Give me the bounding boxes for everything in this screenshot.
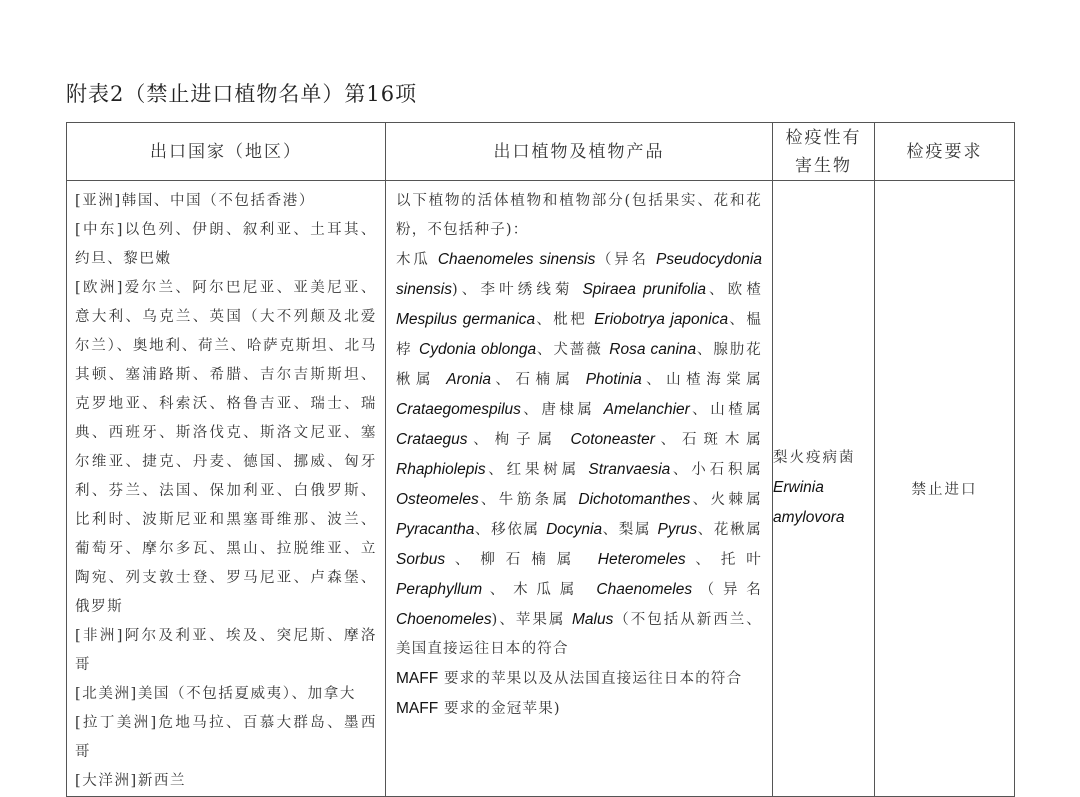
separator: 、: [728, 312, 747, 328]
plant-cn-name: 梨属: [618, 522, 658, 538]
prohibited-plants-table: [66, 122, 1015, 797]
separator: 、: [482, 582, 514, 598]
plant-cn-name: 花楸属: [713, 522, 762, 538]
plant-sci-name: Cotoneaster: [570, 431, 655, 448]
plant-cn-name: 红果树属: [506, 462, 589, 478]
plant-item: [553, 312, 746, 328]
plant-sci-name: Dichotomanthes: [578, 491, 691, 508]
separator: 、: [641, 372, 667, 388]
malus-exclusion-1: （不包括从新西兰、美国直接运往日本的符合: [396, 612, 762, 657]
separator: 、: [689, 402, 711, 418]
pest-species: amylovora: [773, 509, 845, 526]
header-products: 出口植物及植物产品: [386, 123, 773, 181]
plant-sci-name: Rosa canina: [609, 341, 697, 358]
region-oceania: [大洋洲]新西兰: [75, 773, 187, 789]
region-middle-east: [中东]以色列、伊朗、叙利亚、土耳其、约旦、黎巴嫩: [75, 222, 377, 267]
malus-exclusion-2: 要求的苹果以及从法国直接运往日本的符合: [438, 671, 743, 687]
separator: 、: [491, 372, 516, 388]
plant-cn-name: 唐棣属: [541, 402, 604, 418]
plant-cn-name: 山楂海棠属: [666, 372, 762, 388]
countries-cell: [67, 181, 386, 797]
page-title: 附表2（禁止进口植物名单）第16项: [66, 82, 418, 106]
plant-cn-name: 牛筋条属: [498, 492, 579, 508]
plant-sci-name: Cydonia oblonga: [419, 341, 537, 358]
plant-cn-name: 苹果属: [515, 612, 573, 628]
plant-cn-name: 李叶绣线菊: [480, 282, 583, 298]
plant-sci-name: Amelanchier: [603, 401, 690, 418]
synonym-sci-name: Choenomeles: [396, 611, 492, 628]
plant-sci-name: Spiraea prunifolia: [582, 281, 707, 298]
plant-sci-name: Peraphyllum: [396, 581, 483, 598]
maff-label-2: MAFF: [396, 700, 439, 717]
plant-sci-name: Rhaphiolepis: [396, 461, 486, 478]
plant-sci-name: Stranvaesia: [588, 461, 671, 478]
plant-item: [507, 462, 692, 478]
plant-item: [516, 612, 614, 628]
products-cell: [386, 181, 773, 797]
plant-item: [553, 342, 713, 358]
synonym-suffix: ): [452, 282, 459, 298]
plant-cn-name: 木瓜属: [513, 582, 597, 598]
plant-item: [619, 522, 714, 538]
separator: 、: [485, 462, 507, 478]
plant-cn-name: 柳石楠属: [480, 552, 598, 568]
separator: 、: [536, 342, 554, 358]
plant-cn-name: 火棘属: [710, 492, 762, 508]
products-intro: 以下植物的活体植物和植物部分(包括果实、花和花粉，不包括种子)：: [396, 193, 762, 238]
header-pest-line1: 检疫性有: [785, 127, 862, 148]
plant-sci-name: Chaenomeles sinensis: [437, 251, 596, 268]
products-text: [386, 181, 772, 724]
plant-cn-name: 腺肋花楸属: [396, 342, 762, 388]
plant-list: [396, 252, 762, 628]
pest-cell: [773, 181, 875, 797]
plant-sci-name: Pyracantha: [396, 521, 475, 538]
separator: 、: [498, 612, 516, 628]
plant-item: [480, 552, 721, 568]
plant-sci-name: Sorbus: [396, 551, 446, 568]
plant-cn-name: 栒子属: [494, 432, 571, 448]
region-europe: [欧洲]爱尔兰、阿尔巴尼亚、亚美尼亚、意大利、乌克兰、英国（大不列颠及北爱尔兰）、奥地利、荷兰、哈萨克斯坦、北马其顿、塞浦路斯、希腊、吉尔吉斯斯坦、克罗地亚、科索沃、格鲁吉亚、瑞士、瑞典、西班牙、斯洛伐克、斯洛文尼亚、塞尔维亚、捷克、丹麦、德国、挪威、匈牙利、芬兰、法国、保加利亚、白俄罗斯、比利时、波斯尼亚和黑塞哥维那、波兰、葡萄牙、摩尔多瓦、黑山、拉脱维亚、立陶宛、列支敦士登、罗马尼亚、卢森堡、俄罗斯: [75, 280, 377, 615]
plant-cn-name: 榅桲: [396, 312, 763, 358]
plant-item: [491, 522, 619, 538]
plant-sci-name: Eriobotrya japonica: [594, 311, 729, 328]
plant-sci-name: Heteromeles: [597, 551, 686, 568]
header-pest: [773, 123, 875, 181]
requirement-cell: 禁止进口: [875, 181, 1015, 797]
separator: 、: [697, 522, 714, 538]
plant-sci-name: Chaenomeles: [596, 581, 693, 598]
pest-genus: Erwinia: [773, 479, 824, 496]
plant-sci-name: Docynia: [546, 521, 603, 538]
plant-cn-name: 欧楂: [727, 282, 763, 298]
separator: 、: [458, 282, 481, 298]
plant-item: [541, 402, 710, 418]
separator: 、: [602, 522, 619, 538]
synonym-prefix: （异名: [692, 582, 762, 598]
region-africa: [非洲]阿尔及利亚、埃及、突尼斯、摩洛哥: [75, 628, 377, 673]
plant-sci-name: Malus: [572, 611, 614, 628]
synonym-sci-name: Pseudocydonia sinensis: [396, 251, 762, 298]
plant-cn-name: 枇杷: [553, 312, 595, 328]
plant-sci-name: Photinia: [585, 371, 642, 388]
region-asia: [亚洲]韩国、中国（不包括香港）: [75, 193, 315, 209]
table-row: [67, 181, 1015, 797]
header-countries: 出口国家（地区）: [67, 123, 386, 181]
plant-item: [515, 372, 666, 388]
plant-cn-name: 石斑木属: [682, 432, 762, 448]
plant-cn-name: 托叶: [720, 552, 763, 568]
plant-cn-name: 石楠属: [515, 372, 586, 388]
synonym-prefix: （异名: [595, 252, 656, 268]
separator: 、: [520, 402, 542, 418]
plant-sci-name: Pyrus: [657, 521, 698, 538]
header-pest-line2: 害生物: [795, 155, 852, 176]
plant-sci-name: Mespilus germanica: [396, 311, 536, 328]
table-header-row: [67, 123, 1015, 181]
region-latin-america: [拉丁美洲]危地马拉、百慕大群岛、墨西哥: [75, 715, 377, 760]
plant-cn-name: 山楂属: [710, 402, 762, 418]
plant-sci-name: Aronia: [446, 371, 492, 388]
separator: 、: [690, 492, 711, 508]
plant-sci-name: Crataegomespilus: [396, 401, 521, 418]
plant-item: [499, 492, 711, 508]
plant-cn-name: 小石积属: [691, 462, 762, 478]
separator: 、: [474, 522, 492, 538]
header-requirement: 检疫要求: [875, 123, 1015, 181]
plant-sci-name: Crataegus: [396, 431, 468, 448]
separator: 、: [706, 282, 728, 298]
synonym-suffix: ): [491, 612, 499, 628]
maff-label-1: MAFF: [396, 670, 439, 687]
separator: 、: [696, 342, 714, 358]
plant-cn-name: 犬蔷薇: [553, 342, 610, 358]
separator: 、: [670, 462, 692, 478]
separator: 、: [478, 492, 499, 508]
plant-cn-name: 木瓜: [396, 252, 438, 268]
separator: 、: [445, 552, 481, 568]
plant-item: [480, 282, 727, 298]
pest-cn-name: 梨火疫病菌: [773, 450, 856, 466]
separator: 、: [535, 312, 554, 328]
plant-cn-name: 移依属: [491, 522, 547, 538]
separator: 、: [685, 552, 721, 568]
separator: 、: [654, 432, 683, 448]
separator: 、: [467, 432, 495, 448]
plant-item: [495, 432, 682, 448]
malus-exclusion-3: 要求的金冠苹果): [438, 701, 561, 717]
region-north-america: [北美洲]美国（不包括夏威夷）、加拿大: [75, 686, 356, 702]
plant-sci-name: Osteomeles: [396, 491, 479, 508]
